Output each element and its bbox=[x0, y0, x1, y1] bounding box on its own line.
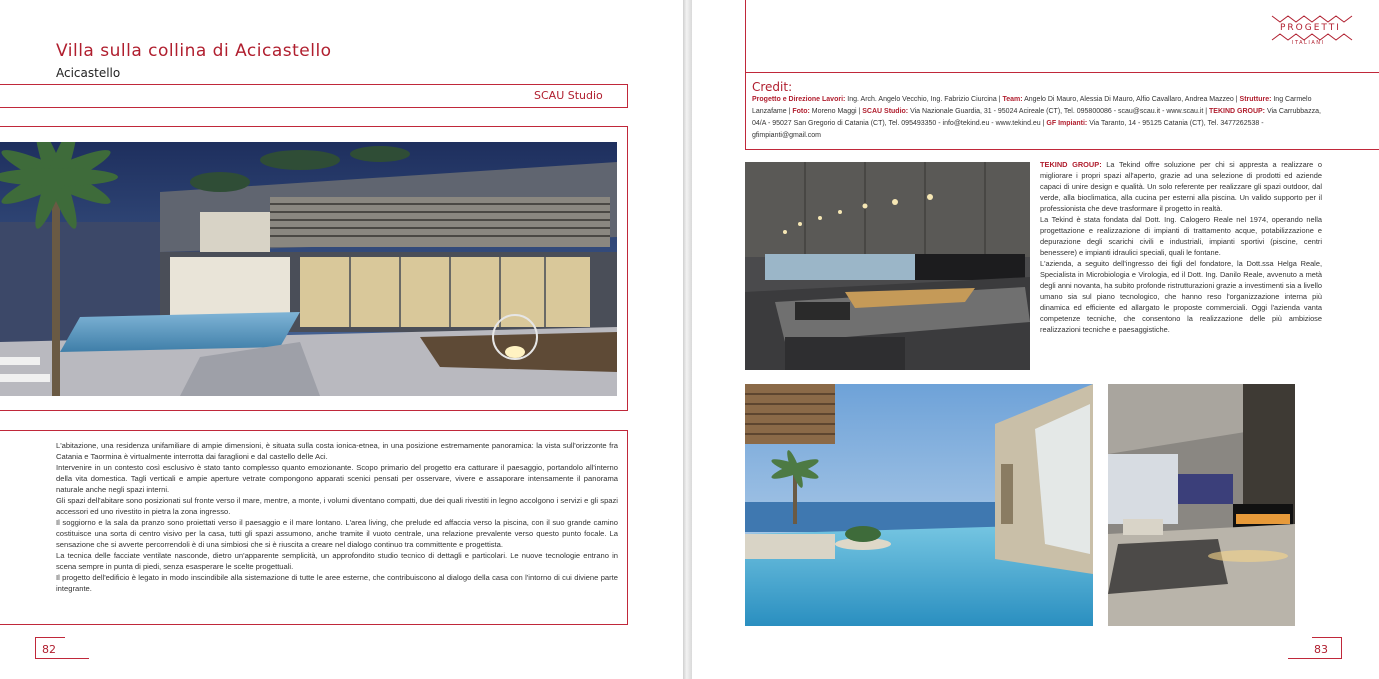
interior-photo-illustration bbox=[1108, 384, 1295, 626]
credit-label: Progetto e Direzione Lavori: bbox=[752, 96, 846, 103]
left-page bbox=[0, 0, 683, 679]
studio-frame-top bbox=[0, 84, 628, 85]
page-number: 83 bbox=[1314, 643, 1328, 656]
kitchen-photo bbox=[745, 162, 1030, 370]
page-number-frame-bottom bbox=[35, 658, 89, 659]
credits-title: Credit: bbox=[752, 80, 793, 94]
studio-frame-bottom bbox=[0, 107, 628, 108]
right-page bbox=[692, 0, 1379, 679]
page-number-frame-bottom bbox=[1288, 658, 1342, 659]
credit-text: Ing. Arch. Angelo Vecchio, Ing. Fabrizio Ciurcina | bbox=[845, 96, 1003, 103]
photo-frame-right bbox=[627, 126, 628, 411]
logo-text-top: PROGETTI bbox=[1280, 23, 1341, 33]
photo-frame-top bbox=[0, 126, 628, 127]
pool-photo bbox=[745, 384, 1093, 626]
tekind-label: TEKIND GROUP: bbox=[1040, 160, 1102, 169]
studio-label: SCAU Studio bbox=[534, 89, 603, 102]
logo-text-bottom: ITALIANI bbox=[1292, 40, 1325, 46]
tekind-paragraph: L'azienda, a seguito dell'ingresso dei figli del fondatore, la Dott.ssa Helga Reale, Specialista in Microbiologia e Virologia, ed il Dott. Ing. Danilo Reale, avvenuto a metà degli anni novanta, ha subito profonde ristrutturazioni grazie a investimenti sia a livello umano sia sul piano tecnologico, che hanno reso l'organizzazione interna più dinamica ed efficiente ed allargato le proposte commerciali. Oggi l'azienda vanta competenze tecniche, che consentono la realizzazione delle più ambiziose realizzazioni tecniche e paesaggistiche. bbox=[1040, 259, 1322, 334]
credit-text: Via Nazionale Guardia, 31 - 95024 Acireale (CT), Tel. 095800086 - scau@scau.it - www.scau.it | bbox=[908, 108, 1210, 115]
pool-photo-illustration bbox=[745, 384, 1093, 626]
body-paragraph: Intervenire in un contesto così esclusivo è stato tanto complesso quanto emozionante. Scopo primario del progetto era catturare il paesaggio, portandolo all'interno della vita domestica. Tagli verticali e ampie aperture vetrate compongono apparati scenici pensati per osservare, vivere e assaporare intensamente il panorama naturale anche negli spazi interni. bbox=[56, 463, 618, 494]
body-paragraph: L'abitazione, una residenza unifamiliare di ampie dimensioni, è situata sulla costa ionica-etnea, in una posizione estremamente panoramica: la vista sull'orizzonte fra Catania e Taormina è virtualmente interrotta dai faraglioni e dal castello delle Aci. bbox=[56, 441, 618, 461]
credits-text bbox=[752, 94, 1324, 142]
credit-text: Ing Carmelo Lanzafame | bbox=[752, 96, 1312, 115]
credit-label: Strutture: bbox=[1239, 96, 1272, 103]
credits-block bbox=[752, 81, 1324, 142]
credit-label: GF Impianti: bbox=[1046, 120, 1088, 127]
book-gutter bbox=[683, 0, 692, 679]
credit-text: Via Carrubbazza, 04/A - 95027 San Gregorio di Catania (CT), Tel. 095493350 - info@tekind.eu - www.tekind.eu | bbox=[752, 108, 1321, 127]
text-frame-bottom bbox=[0, 624, 628, 625]
kitchen-photo-illustration bbox=[745, 162, 1030, 370]
body-paragraph: Il soggiorno e la sala da pranzo sono proiettati verso il paesaggio e il mare lontano. L'area living, che prelude ed affaccia verso la piscina, con il suo grande camino costituisce una sorta di centro visivo per la casa, tutti gli spazi assumono, anche tramite il vuoto centrale, una relazione prevalente verso questo punto focale. La sensazione che si avverte percorrendoli è di una simbiosi che si è riuscita a creare nel dialogo continuo tra committente e progettista. bbox=[56, 518, 618, 549]
credit-label: Team: bbox=[1002, 96, 1023, 103]
tekind-paragraph bbox=[1040, 159, 1322, 214]
article-body bbox=[56, 440, 618, 594]
tekind-paragraph: La Tekind è stata fondata dal Dott. Ing. Calogero Reale nel 1974, operando nella progettazione e realizzazione di impianti di trattamento acque, potabilizzazione e depurazione degli scarichi civili e industriali, impianti sportivi (piscine, centri benessere) e impianti idraulici speciali, quali le fontane. bbox=[1040, 215, 1322, 257]
body-paragraph: La tecnica delle facciate ventilate nasconde, dietro un'apparente semplicità, un approfondito studio tecnico di dettagli e particolari. Le nuove tecnologie entrano in scena sempre in punta di piedi, senza esasperare le scelte progettuali. bbox=[56, 551, 618, 571]
page-number: 82 bbox=[42, 643, 56, 656]
credit-text: Moreno Maggi | bbox=[809, 108, 863, 115]
credits-frame-bottom bbox=[745, 149, 1379, 150]
page-subtitle: Acicastello bbox=[56, 66, 121, 80]
credit-text: Angelo Di Mauro, Alessia Di Mauro, Alfio Cavallaro, Andrea Mazzeo | bbox=[1022, 96, 1240, 103]
page-number-frame-right bbox=[1341, 637, 1342, 659]
page-title: Villa sulla collina di Acicastello bbox=[56, 41, 332, 61]
text-frame-right bbox=[627, 430, 628, 625]
credits-frame-top bbox=[745, 72, 1379, 73]
credit-text: Via Taranto, 14 - 95125 Catania (CT), Tel. 3477262538 - gfimpianti@gmail.com bbox=[752, 120, 1264, 139]
villa-photo-illustration bbox=[0, 142, 617, 396]
credit-label: Foto: bbox=[792, 108, 810, 115]
credits-frame-left bbox=[745, 0, 746, 150]
studio-frame-right bbox=[627, 84, 628, 108]
page-number-frame-left bbox=[35, 637, 36, 659]
page-number-frame-top bbox=[35, 637, 65, 638]
tekind-text: La Tekind offre soluzione per chi si appresta a realizzare o migliorare i propri spazi all'aperto, grazie ad una selezione di prodotti ed aziende capaci di unire design e qualità. Un solo referente per realizzare gli spazi outdoor, dal verde, alla bioclimatica, alla cucina per esterni alla piscina. Un valido supporto per il professionista che deve trasformare il progetto in realtà. bbox=[1040, 160, 1322, 213]
villa-photo bbox=[0, 142, 617, 396]
text-frame-top bbox=[0, 430, 628, 431]
interior-photo bbox=[1108, 384, 1295, 626]
body-paragraph: Il progetto dell'edificio è legato in modo inscindibile alla sistemazione di tutte le aree esterne, che contribuiscono al dialogo della casa con l'intorno di cui diviene parte integrante. bbox=[56, 573, 618, 593]
credit-label: SCAU Studio: bbox=[862, 108, 909, 115]
tekind-description bbox=[1040, 159, 1322, 335]
credit-label: TEKIND GROUP: bbox=[1209, 108, 1266, 115]
photo-frame-bottom bbox=[0, 410, 628, 411]
body-paragraph: Gli spazi dell'abitare sono posizionati sul fronte verso il mare, mentre, a monte, i volumi diventano compatti, due dei quali rivestiti in legno accolgono i servizi e gli spazi accessori ed uno rivestito in pietra la zona ingresso. bbox=[56, 496, 618, 516]
page-number-frame-top bbox=[1312, 637, 1342, 638]
progetti-italiani-logo bbox=[1268, 12, 1360, 48]
